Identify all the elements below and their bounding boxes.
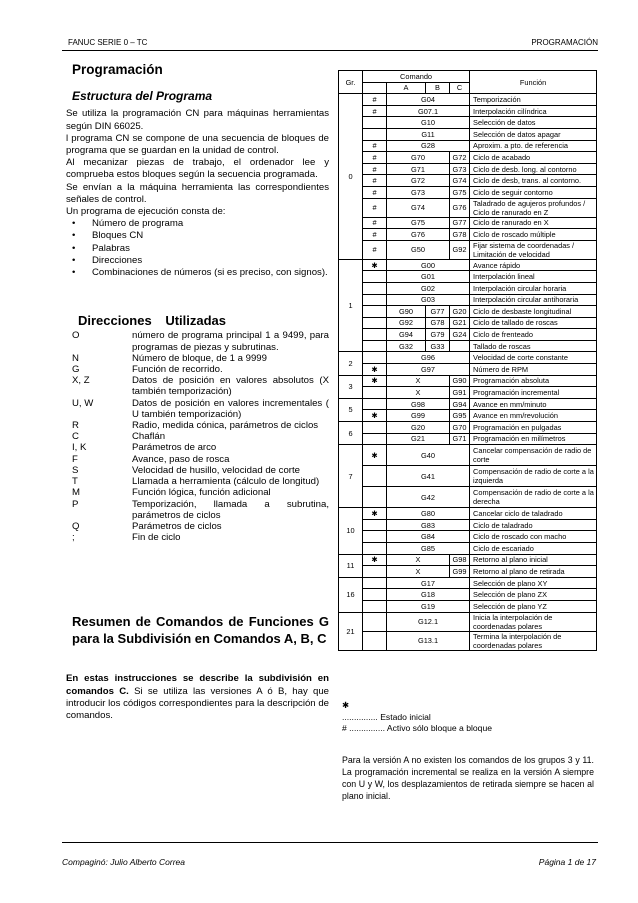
command-c: G24	[450, 329, 470, 341]
legend-block-by-block: # ............... Activo sólo bloque a bloque	[342, 723, 493, 734]
marker-cell	[363, 531, 387, 543]
list-item: • Bloques CN	[66, 230, 329, 242]
function-cell: Programación absoluta	[470, 375, 597, 387]
command-b: G78	[426, 317, 450, 329]
address-row	[66, 420, 329, 431]
table-row	[339, 306, 597, 318]
address-row	[66, 442, 329, 453]
function-cell: Interpolación circular antihoraria	[470, 294, 597, 306]
function-cell: Selección de plano XY	[470, 577, 597, 589]
marker-cell	[363, 128, 387, 140]
address-code: R	[72, 420, 79, 432]
address-code: S	[72, 464, 79, 476]
address-row	[66, 375, 329, 397]
function-cell: Interpolación circular horaria	[470, 282, 597, 294]
section-summary-heading: Resumen de Comandos de Funciones G para la Subdivisión en Comandos A, B, C	[72, 614, 329, 647]
paragraph: Se envían a la máquina herramienta las correspondientes señales de control.	[66, 181, 329, 205]
command-c: G98	[450, 554, 470, 566]
left-column	[66, 64, 329, 722]
command-a: G98	[387, 398, 450, 410]
group-cell: 7	[339, 445, 363, 508]
address-code: O	[72, 330, 80, 342]
program-parts-list	[66, 218, 329, 279]
marker-cell: ✱	[363, 410, 387, 422]
marker-cell	[363, 422, 387, 434]
group-cell: 16	[339, 577, 363, 612]
command-c: G95	[450, 410, 470, 422]
address-description: Temporización, llamada a subrutina, parámetros de ciclos	[132, 498, 329, 521]
group-cell: 1	[339, 259, 363, 352]
command-a: G85	[387, 543, 470, 555]
command-c: G90	[450, 375, 470, 387]
page-footer	[62, 842, 598, 867]
address-code: I, K	[72, 442, 87, 454]
list-item: • Direcciones	[66, 255, 329, 267]
table-row	[339, 340, 597, 352]
command-a: X	[387, 566, 450, 578]
function-cell: Taladrado de agujeros profundos / Ciclo de ranurado en Z	[470, 198, 597, 217]
marker-cell	[363, 271, 387, 283]
table-row	[339, 631, 597, 650]
marker-cell	[363, 487, 387, 508]
command-c: G72	[450, 152, 470, 164]
table-row	[339, 117, 597, 129]
address-code: X, Z	[72, 375, 90, 387]
marker-cell	[363, 566, 387, 578]
command-a: X	[387, 554, 450, 566]
command-a: G02	[387, 282, 470, 294]
command-a: G76	[387, 229, 450, 241]
address-row	[66, 499, 329, 521]
table-row	[339, 175, 597, 187]
table-row	[339, 294, 597, 306]
g-codes-table	[338, 70, 597, 651]
function-cell: Cancelar compensación de radio de corte	[470, 445, 597, 466]
marker-cell: ✱	[363, 375, 387, 387]
command-a: G17	[387, 577, 470, 589]
table-row	[339, 519, 597, 531]
address-row	[66, 476, 329, 487]
function-cell: Aproxim. a pto. de referencia	[470, 140, 597, 152]
table-row	[339, 398, 597, 410]
address-description: Función de recorrido.	[132, 364, 223, 376]
command-a: G01	[387, 271, 470, 283]
command-a: G96	[387, 352, 470, 364]
function-cell: Compensación de radio de corte a la izquierda	[470, 466, 597, 487]
address-code: Q	[72, 520, 80, 532]
address-description: Número de bloque, de 1 a 9999	[132, 352, 267, 364]
marker-cell: #	[363, 217, 387, 229]
address-description: Velocidad de husillo, velocidad de corte	[132, 464, 301, 476]
section-structure-heading: Estructura del Programa	[72, 89, 213, 104]
function-cell: Avance rápido	[470, 259, 597, 271]
address-row	[66, 465, 329, 476]
function-cell: Interpolación lineal	[470, 271, 597, 283]
command-c: G74	[450, 175, 470, 187]
command-a: G19	[387, 600, 470, 612]
address-description: número de programa principal 1 a 9499, para programas de piezas y subrutinas.	[132, 330, 329, 353]
header-gr: Gr.	[339, 71, 363, 94]
function-cell: Termina la interpolación de coordenadas polares	[470, 631, 597, 650]
command-a: G92	[387, 317, 426, 329]
table-row	[339, 577, 597, 589]
command-a: G32	[387, 340, 426, 352]
address-row	[66, 454, 329, 465]
command-a: G41	[387, 466, 470, 487]
command-c: G78	[450, 229, 470, 241]
command-c: G71	[450, 433, 470, 445]
group-cell: 3	[339, 375, 363, 398]
command-a: G80	[387, 508, 470, 520]
marker-cell: #	[363, 140, 387, 152]
table-row	[339, 422, 597, 434]
table-row	[339, 105, 597, 117]
address-description: Llamada a herramienta (cálculo de longitud)	[132, 476, 320, 488]
table-row	[339, 445, 597, 466]
header-left: FANUC SERIE 0 – TC	[68, 38, 148, 47]
marker-cell	[363, 466, 387, 487]
command-c: G75	[450, 186, 470, 198]
function-cell: Temporización	[470, 94, 597, 106]
table-row	[339, 229, 597, 241]
section-addresses-heading: Direcciones Utilizadas	[78, 313, 226, 329]
command-b: G33	[426, 340, 450, 352]
table-row	[339, 543, 597, 555]
g-codes-table-wrap	[338, 70, 596, 651]
address-description: Datos de posición en valores absolutos (X también temporización)	[132, 375, 329, 398]
marker-cell: #	[363, 105, 387, 117]
address-code: M	[72, 487, 80, 499]
marker-cell	[363, 577, 387, 589]
legend-initial-state: ............... Estado inicial	[342, 711, 431, 722]
table-row	[339, 375, 597, 387]
command-a: G71	[387, 163, 450, 175]
address-row	[66, 487, 329, 498]
command-a: G40	[387, 445, 470, 466]
address-description: Función lógica, función adicional	[132, 487, 271, 499]
address-description: Radio, medida cónica, parámetros de ciclos	[132, 420, 319, 432]
command-a: G20	[387, 422, 450, 434]
function-cell: Velocidad de corte constante	[470, 352, 597, 364]
address-description: Parámetros de ciclos	[132, 520, 222, 532]
marker-cell: ✱	[363, 364, 387, 376]
address-code: T	[72, 476, 78, 488]
paragraph: Un programa de ejecución consta de:	[66, 206, 226, 218]
command-c: G94	[450, 398, 470, 410]
marker-cell	[363, 294, 387, 306]
table-row	[339, 600, 597, 612]
command-a: G70	[387, 152, 450, 164]
command-c	[450, 340, 470, 352]
marker-cell	[363, 543, 387, 555]
command-c: G70	[450, 422, 470, 434]
address-row	[66, 330, 329, 352]
group-cell: 2	[339, 352, 363, 375]
command-a: G90	[387, 306, 426, 318]
intro-bold: En estas instrucciones se describe la subdivisión en comandos C.	[66, 673, 329, 697]
function-cell: Interpolación cilíndrica	[470, 105, 597, 117]
list-item: • Palabras	[66, 243, 329, 255]
command-a: G73	[387, 186, 450, 198]
marker-cell: ✱	[363, 259, 387, 271]
address-code: C	[72, 431, 79, 443]
command-a: G10	[387, 117, 470, 129]
marker-cell	[363, 282, 387, 294]
marker-cell: ✱	[363, 508, 387, 520]
function-cell: Cancelar ciclo de taladrado	[470, 508, 597, 520]
command-a: G75	[387, 217, 450, 229]
command-b: G79	[426, 329, 450, 341]
table-row	[339, 554, 597, 566]
function-cell: Selección de plano ZX	[470, 589, 597, 601]
table-row	[339, 271, 597, 283]
function-cell: Ciclo de frenteado	[470, 329, 597, 341]
table-row	[339, 94, 597, 106]
command-c: G73	[450, 163, 470, 175]
group-cell: 10	[339, 508, 363, 554]
command-c: G21	[450, 317, 470, 329]
command-a: G28	[387, 140, 470, 152]
command-a: G42	[387, 487, 470, 508]
group-cell: 21	[339, 612, 363, 650]
command-a: G03	[387, 294, 470, 306]
command-a: G83	[387, 519, 470, 531]
function-cell: Avance en mm/revolución	[470, 410, 597, 422]
address-code: U, W	[72, 397, 94, 409]
function-cell: Fijar sistema de coordenadas / Limitación de velocidad	[470, 240, 597, 259]
address-code: N	[72, 352, 79, 364]
marker-cell	[363, 612, 387, 631]
table-row	[339, 531, 597, 543]
function-cell: Ciclo de acabado	[470, 152, 597, 164]
command-c: G76	[450, 198, 470, 217]
table-row	[339, 198, 597, 217]
marker-cell	[363, 306, 387, 318]
table-row	[339, 466, 597, 487]
function-cell: Ciclo de desbaste longitudinal	[470, 306, 597, 318]
table-row	[339, 387, 597, 399]
address-description: Avance, paso de rosca	[132, 453, 230, 465]
command-a: G11	[387, 128, 470, 140]
table-row	[339, 282, 597, 294]
address-code: ;	[72, 532, 75, 544]
header-right: PROGRAMACIÓN	[531, 38, 598, 47]
command-a: G99	[387, 410, 450, 422]
addresses-table	[66, 330, 329, 543]
command-a: X	[387, 375, 450, 387]
function-cell: Ciclo de ranurado en X	[470, 217, 597, 229]
address-row	[66, 521, 329, 532]
table-row	[339, 128, 597, 140]
function-cell: Número de RPM	[470, 364, 597, 376]
page-title: Programación	[72, 62, 163, 77]
list-item: • Combinaciones de números (si es preciso, con signos).	[66, 267, 329, 279]
table-row	[339, 433, 597, 445]
table-row	[339, 163, 597, 175]
command-a: G12.1	[387, 612, 470, 631]
header-b: B	[426, 82, 450, 94]
table-row	[339, 410, 597, 422]
function-cell: Ciclo de desb, trans. al contorno.	[470, 175, 597, 187]
address-description: Datos de posición en valores incrementales ( U también temporización)	[132, 397, 329, 420]
header-a: A	[387, 82, 426, 94]
function-cell: Ciclo de tallado de roscas	[470, 317, 597, 329]
command-a: G00	[387, 259, 470, 271]
table-row	[339, 259, 597, 271]
command-a: G07.1	[387, 105, 470, 117]
address-row	[66, 364, 329, 375]
group-cell: 6	[339, 422, 363, 445]
function-cell: Retorno al plano de retirada	[470, 566, 597, 578]
marker-cell: #	[363, 240, 387, 259]
marker-cell: ✱	[363, 554, 387, 566]
command-a: G04	[387, 94, 470, 106]
function-cell: Selección de plano YZ	[470, 600, 597, 612]
command-a: X	[387, 387, 450, 399]
command-a: G18	[387, 589, 470, 601]
function-cell: Compensación de radio de corte a la derecha	[470, 487, 597, 508]
marker-cell: #	[363, 94, 387, 106]
function-cell: Tallado de roscas	[470, 340, 597, 352]
legend	[342, 700, 492, 735]
marker-cell: #	[363, 175, 387, 187]
header-mark	[363, 82, 387, 94]
table-row	[339, 329, 597, 341]
address-row	[66, 431, 329, 442]
address-description: Chaflán	[132, 431, 166, 443]
table-row	[339, 566, 597, 578]
table-row	[339, 140, 597, 152]
function-cell: Programación incremental	[470, 387, 597, 399]
marker-cell	[363, 600, 387, 612]
function-cell: Ciclo de taladrado	[470, 519, 597, 531]
marker-cell: #	[363, 186, 387, 198]
marker-cell	[363, 589, 387, 601]
marker-cell	[363, 433, 387, 445]
marker-cell	[363, 352, 387, 364]
command-a: G21	[387, 433, 450, 445]
table-row	[339, 240, 597, 259]
header-c: C	[450, 82, 470, 94]
marker-cell	[363, 387, 387, 399]
group-cell: 5	[339, 398, 363, 421]
function-cell: Ciclo de desb. long. al contorno	[470, 163, 597, 175]
version-note: Para la versión A no existen los comandos de los grupos 3 y 11. La programación incremental se realiza en la versión A siempre con U y W, los desplazamientos de retirada siempre se hacen al plano inicial.	[342, 754, 594, 801]
command-a: G97	[387, 364, 470, 376]
paragraph: Se utiliza la programación CN para máquinas herramientas según DIN 66025.	[66, 108, 329, 132]
address-code: P	[72, 498, 79, 510]
command-c: G20	[450, 306, 470, 318]
table-row	[339, 508, 597, 520]
command-a: G84	[387, 531, 470, 543]
command-a: G74	[387, 198, 450, 217]
table-row	[339, 217, 597, 229]
marker-cell	[363, 340, 387, 352]
command-c: G91	[450, 387, 470, 399]
command-a: G50	[387, 240, 450, 259]
function-cell: Programación en milímetros	[470, 433, 597, 445]
command-c: G77	[450, 217, 470, 229]
group-cell: 11	[339, 554, 363, 577]
marker-cell	[363, 398, 387, 410]
table-row	[339, 364, 597, 376]
paragraph: Al mecanizar piezas de trabajo, el ordenador lee y comprueba estos bloques según la secuencia programada.	[66, 157, 329, 181]
marker-cell: #	[363, 163, 387, 175]
command-c: G99	[450, 566, 470, 578]
address-description: Fin de ciclo	[132, 532, 181, 544]
header-comando: Comando	[363, 71, 470, 83]
table-row	[339, 152, 597, 164]
address-row	[66, 353, 329, 364]
footer-left: Compaginó: Julio Alberto Correa	[62, 857, 185, 867]
marker-cell: #	[363, 152, 387, 164]
function-cell: Ciclo de roscado múltiple	[470, 229, 597, 241]
address-row	[66, 532, 329, 543]
list-item: • Número de programa	[66, 218, 329, 230]
marker-cell	[363, 329, 387, 341]
marker-cell	[363, 317, 387, 329]
command-c: G92	[450, 240, 470, 259]
group-cell: 0	[339, 94, 363, 260]
function-cell: Selección de datos	[470, 117, 597, 129]
marker-cell	[363, 631, 387, 650]
paragraph: l programa CN se compone de una secuencia de bloques de programa que se guardan en la unidad de control.	[66, 132, 329, 157]
marker-cell	[363, 519, 387, 531]
page-header	[62, 36, 598, 51]
function-cell: Selección de datos apagar	[470, 128, 597, 140]
command-a: G72	[387, 175, 450, 187]
function-cell: Retorno al plano inicial	[470, 554, 597, 566]
function-cell: Ciclo de escariado	[470, 543, 597, 555]
table-row	[339, 352, 597, 364]
command-a: G13.1	[387, 631, 470, 650]
intro-paragraph	[66, 673, 329, 722]
command-a: G94	[387, 329, 426, 341]
header-funcion: Función	[470, 71, 597, 94]
address-code: G	[72, 364, 80, 376]
function-cell: Programación en pulgadas	[470, 422, 597, 434]
address-description: Parámetros de arco	[132, 442, 217, 454]
address-code: F	[72, 453, 78, 465]
marker-cell: #	[363, 229, 387, 241]
function-cell: Ciclo de roscado con macho	[470, 531, 597, 543]
intro-rest: Si se utiliza las versiones A ó B, hay que introducir los códigos correspondientes para la descripción de comandos.	[66, 685, 329, 721]
command-b: G77	[426, 306, 450, 318]
address-row	[66, 398, 329, 420]
marker-cell: #	[363, 198, 387, 217]
function-cell: Avance en mm/minuto	[470, 398, 597, 410]
function-cell: Inicia la interpolación de coordenadas polares	[470, 612, 597, 631]
marker-cell: ✱	[363, 445, 387, 466]
table-row	[339, 186, 597, 198]
table-row	[339, 589, 597, 601]
table-row	[339, 612, 597, 631]
legend-star-icon: ✱	[342, 700, 350, 710]
function-cell: Ciclo de seguir contorno	[470, 186, 597, 198]
table-row	[339, 487, 597, 508]
footer-right: Página 1 de 17	[538, 857, 596, 867]
marker-cell	[363, 117, 387, 129]
table-row	[339, 317, 597, 329]
